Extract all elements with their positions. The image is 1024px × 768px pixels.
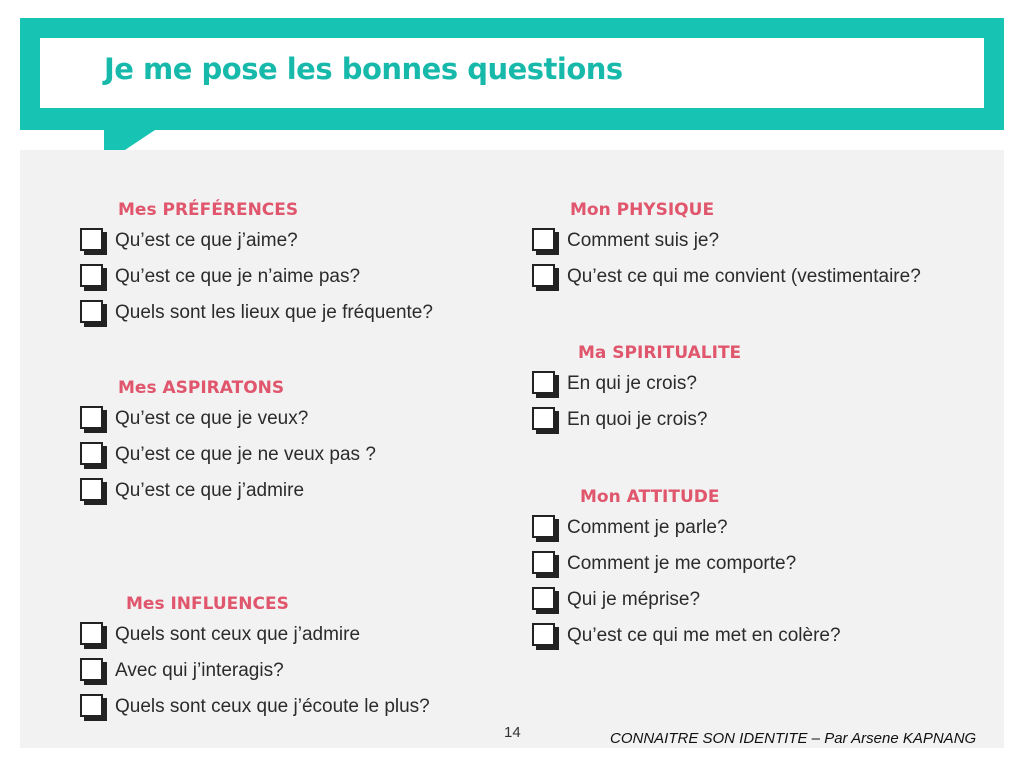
item-text: En qui je crois? <box>567 373 697 394</box>
page-number: 14 <box>504 724 521 741</box>
section-title: Mes ASPIRATONS <box>118 378 285 398</box>
list-item <box>532 402 741 438</box>
checkbox-icon[interactable] <box>80 228 103 251</box>
item-text: Qu’est ce que j’admire <box>115 480 305 501</box>
item-text: Quels sont les lieux que je fréquente? <box>115 302 433 323</box>
list-item <box>532 546 841 582</box>
item-text: Quels sont ceux que j’écoute le plus? <box>115 696 430 717</box>
list-item <box>532 510 841 546</box>
list-item <box>80 617 430 653</box>
list-item <box>80 689 430 725</box>
checkbox-icon[interactable] <box>532 228 555 251</box>
item-text: Comment je parle? <box>567 517 728 538</box>
list-item <box>80 401 376 437</box>
list-item <box>532 259 921 295</box>
list-item <box>532 618 841 654</box>
list-item <box>80 437 376 473</box>
checkbox-icon[interactable] <box>80 300 103 323</box>
footer-credit: CONNAITRE SON IDENTITE – Par Arsene KAPNANG <box>610 730 977 747</box>
section-attitude <box>567 484 841 654</box>
item-text: Comment suis je? <box>567 230 720 251</box>
checkbox-icon[interactable] <box>532 407 555 430</box>
checkbox-icon[interactable] <box>80 478 103 501</box>
list-item <box>80 223 433 259</box>
checkbox-icon[interactable] <box>532 623 555 646</box>
item-text: Comment je me comporte? <box>567 553 797 574</box>
checkbox-icon[interactable] <box>80 622 103 645</box>
section-aspirations <box>115 375 376 509</box>
list-item <box>80 295 433 331</box>
section-physique <box>567 197 921 295</box>
section-spiritualite <box>567 340 742 438</box>
page-title: Je me pose les bonnes questions <box>104 52 623 86</box>
item-text: Quels sont ceux que j’admire <box>115 624 361 645</box>
checkbox-icon[interactable] <box>80 406 103 429</box>
checkbox-icon[interactable] <box>532 371 555 394</box>
section-influences <box>115 591 430 725</box>
checkbox-icon[interactable] <box>80 264 103 287</box>
item-text: Qu’est ce qui me met en colère? <box>567 625 841 646</box>
item-text: Qu’est ce que je ne veux pas ? <box>115 444 376 465</box>
checkbox-icon[interactable] <box>532 551 555 574</box>
section-title: Mes PRÉFÉRENCES <box>118 200 299 220</box>
item-text: En quoi je crois? <box>567 409 708 430</box>
item-text: Qu’est ce que je veux? <box>115 408 309 429</box>
item-text: Qu’est ce que je n’aime pas? <box>115 266 361 287</box>
checkbox-icon[interactable] <box>532 264 555 287</box>
item-text: Qui je méprise? <box>567 589 701 610</box>
list-item <box>80 653 430 689</box>
list-item <box>532 366 741 402</box>
checkbox-icon[interactable] <box>532 515 555 538</box>
item-text: Qu’est ce que j’aime? <box>115 230 298 251</box>
section-preferences <box>115 197 433 331</box>
checkbox-icon[interactable] <box>80 694 103 717</box>
checkbox-icon[interactable] <box>80 658 103 681</box>
list-item <box>532 582 841 618</box>
checkbox-icon[interactable] <box>532 587 555 610</box>
checkbox-icon[interactable] <box>80 442 103 465</box>
section-title: Mon PHYSIQUE <box>570 200 715 220</box>
item-text: Avec qui j’interagis? <box>115 660 284 681</box>
list-item <box>532 223 921 259</box>
list-item <box>80 473 376 509</box>
section-title: Ma SPIRITUALITE <box>578 343 742 363</box>
section-title: Mes INFLUENCES <box>126 594 289 614</box>
list-item <box>80 259 433 295</box>
item-text: Qu’est ce qui me convient (vestimentaire? <box>567 266 921 287</box>
section-title: Mon ATTITUDE <box>580 487 720 507</box>
